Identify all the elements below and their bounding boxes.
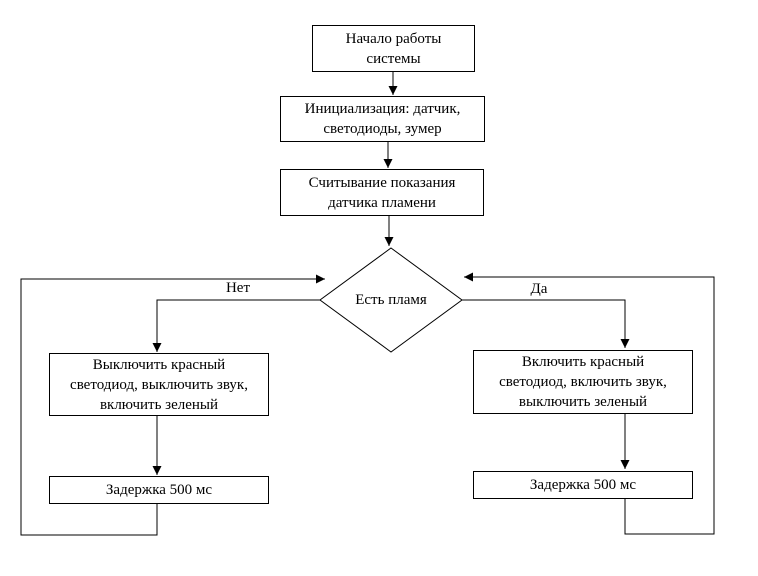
node-start-line2: системы: [366, 50, 421, 67]
node-read-line1: Считывание показания: [308, 174, 456, 191]
edge-decision-yes-branch: [462, 300, 625, 348]
node-yes-delay-label: Задержка 500 мс: [529, 477, 637, 493]
node-read: [280, 169, 484, 216]
edge-decision-no-branch: [157, 300, 320, 352]
node-no-delay: [49, 476, 269, 504]
node-yes-action-line3: выключить зеленый: [518, 394, 648, 410]
node-decision-label: Есть пламя: [355, 292, 427, 308]
node-start-line1: Начало работы: [345, 30, 442, 47]
node-yes-delay: [473, 471, 693, 499]
node-start: [312, 25, 475, 72]
node-yes-action-line2: светодиод, включить звук,: [499, 374, 667, 390]
node-no-action: [49, 353, 269, 416]
node-init: [280, 96, 485, 142]
node-init-line1: Инициализация: датчик,: [304, 101, 461, 117]
node-yes-action: [473, 350, 693, 414]
node-no-delay-label: Задержка 500 мс: [105, 482, 213, 498]
node-no-action-line1: Выключить красный: [92, 356, 226, 373]
edge-label-no: Нет: [225, 280, 251, 296]
edge-label-yes: Да: [530, 281, 548, 297]
node-read-line2: датчика пламени: [328, 194, 436, 211]
node-no-action-line3: включить зеленый: [99, 396, 219, 413]
node-init-line2: светодиоды, зумер: [323, 121, 442, 137]
node-no-action-line2: светодиод, выключить звук,: [70, 376, 248, 393]
node-yes-action-line1: Включить красный: [521, 354, 645, 370]
